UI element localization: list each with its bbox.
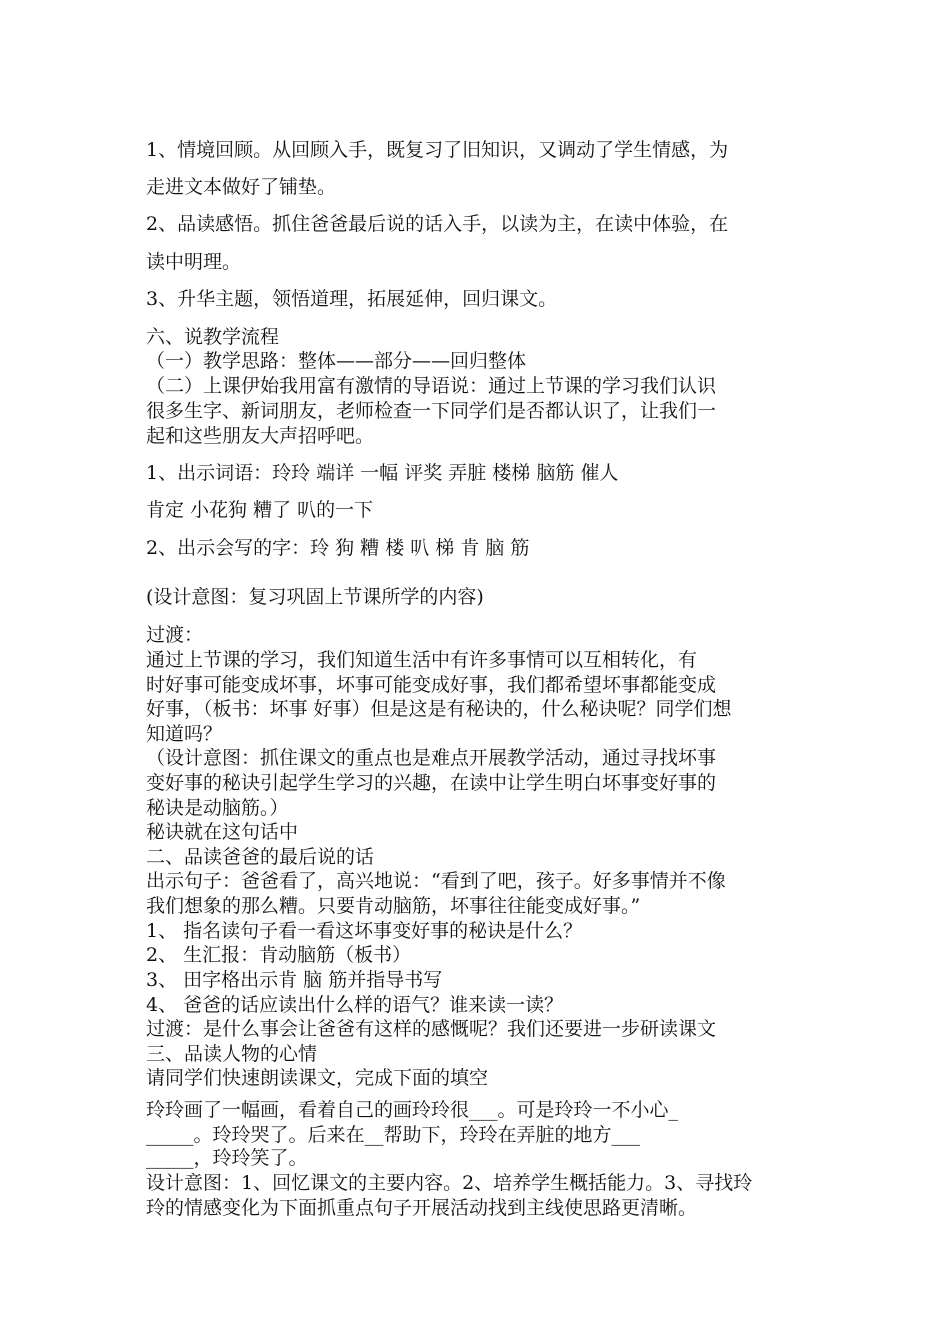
text-line: 好事，（板书：坏事 好事）但是这是有秘诀的，什么秘诀呢？同学们想 <box>146 698 732 720</box>
text-line: （二）上课伊始我用富有激情的导语说：通过上节课的学习我们认识 <box>146 375 717 397</box>
list-item: 4、 爸爸的话应读出什么样的语气？谁来读一读？ <box>146 994 564 1016</box>
text-line: 玲玲画了一幅画，看着自己的画玲玲很___。可是玲玲一不小心_ <box>146 1099 679 1121</box>
text-line: 过渡：是什么事会让爸爸有这样的感慨呢？我们还要进一步研读课文 <box>146 1018 717 1040</box>
text-line: _____。玲玲哭了。后来在__帮助下，玲玲在弄脏的地方___ <box>146 1124 641 1146</box>
section-heading: 二、品读爸爸的最后说的话 <box>146 846 375 868</box>
text-line: 2、品读感悟。抓住爸爸最后说的话入手，以读为主，在读中体验，在 <box>146 213 729 235</box>
list-item: 3、 田字格出示肯 脑 筋并指导书写 <box>146 969 443 991</box>
text-line: 起和这些朋友大声招呼吧。 <box>146 425 375 447</box>
text-line: 2、出示会写的字：玲 狗 糟 楼 叭 梯 肯 脑 筋 <box>146 537 530 559</box>
section-heading: 三、品读人物的心情 <box>146 1043 318 1065</box>
text-line: 通过上节课的学习，我们知道生活中有许多事情可以互相转化，有 <box>146 649 698 671</box>
text-line: 读中明理。 <box>146 251 242 273</box>
text-line: 我们想象的那么糟。只要肯动脑筋，坏事往往能变成好事。” <box>146 895 641 917</box>
text-line: 设计意图：1、回忆课文的主要内容。2、培养学生概括能力。3、寻找玲 <box>146 1172 753 1194</box>
text-line: 走进文本做好了铺垫。 <box>146 176 337 198</box>
text-line: 1、出示词语：玲玲 端详 一幅 评奖 弄脏 楼梯 脑筋 催人 <box>146 462 619 484</box>
text-line: （一）教学思路：整体——部分——回归整体 <box>146 350 527 372</box>
text-line: 出示句子：爸爸看了，高兴地说：“看到了吧，孩子。好多事情并不像 <box>146 870 726 892</box>
text-line: 秘诀就在这句话中 <box>146 821 299 843</box>
text-line: 玲的情感变化为下面抓重点句子开展活动找到主线使思路更清晰。 <box>146 1197 698 1219</box>
text-line: 1、情境回顾。从回顾入手，既复习了旧知识，又调动了学生情感，为 <box>146 139 729 161</box>
list-item: 2、 生汇报：肯动脑筋（板书） <box>146 944 412 966</box>
text-line: (设计意图：复习巩固上节课所学的内容) <box>146 586 484 608</box>
text-line: _____，玲玲笑了。 <box>146 1147 308 1169</box>
text-line: 变好事的秘诀引起学生学习的兴趣，在读中让学生明白坏事变好事的 <box>146 772 717 794</box>
text-line: 很多生字、新词朋友，老师检查一下同学们是否都认识了，让我们一 <box>146 400 717 422</box>
text-line: 3、升华主题，领悟道理，拓展延伸，回归课文。 <box>146 288 558 310</box>
section-heading: 六、说教学流程 <box>146 326 280 348</box>
text-line: 秘诀是动脑筋。） <box>146 797 289 819</box>
list-item: 1、 指名读句子看一看这坏事变好事的秘诀是什么？ <box>146 920 583 942</box>
text-line: 知道吗？ <box>146 723 223 745</box>
text-line: 请同学们快速朗读课文，完成下面的填空 <box>146 1067 489 1089</box>
text-line: （设计意图：抓住课文的重点也是难点开展教学活动，通过寻找坏事 <box>146 747 717 769</box>
text-line: 过渡： <box>146 624 204 646</box>
text-line: 肯定 小花狗 糟了 叭的一下 <box>146 499 374 521</box>
text-line: 时好事可能变成坏事，坏事可能变成好事，我们都希望坏事都能变成 <box>146 674 717 696</box>
